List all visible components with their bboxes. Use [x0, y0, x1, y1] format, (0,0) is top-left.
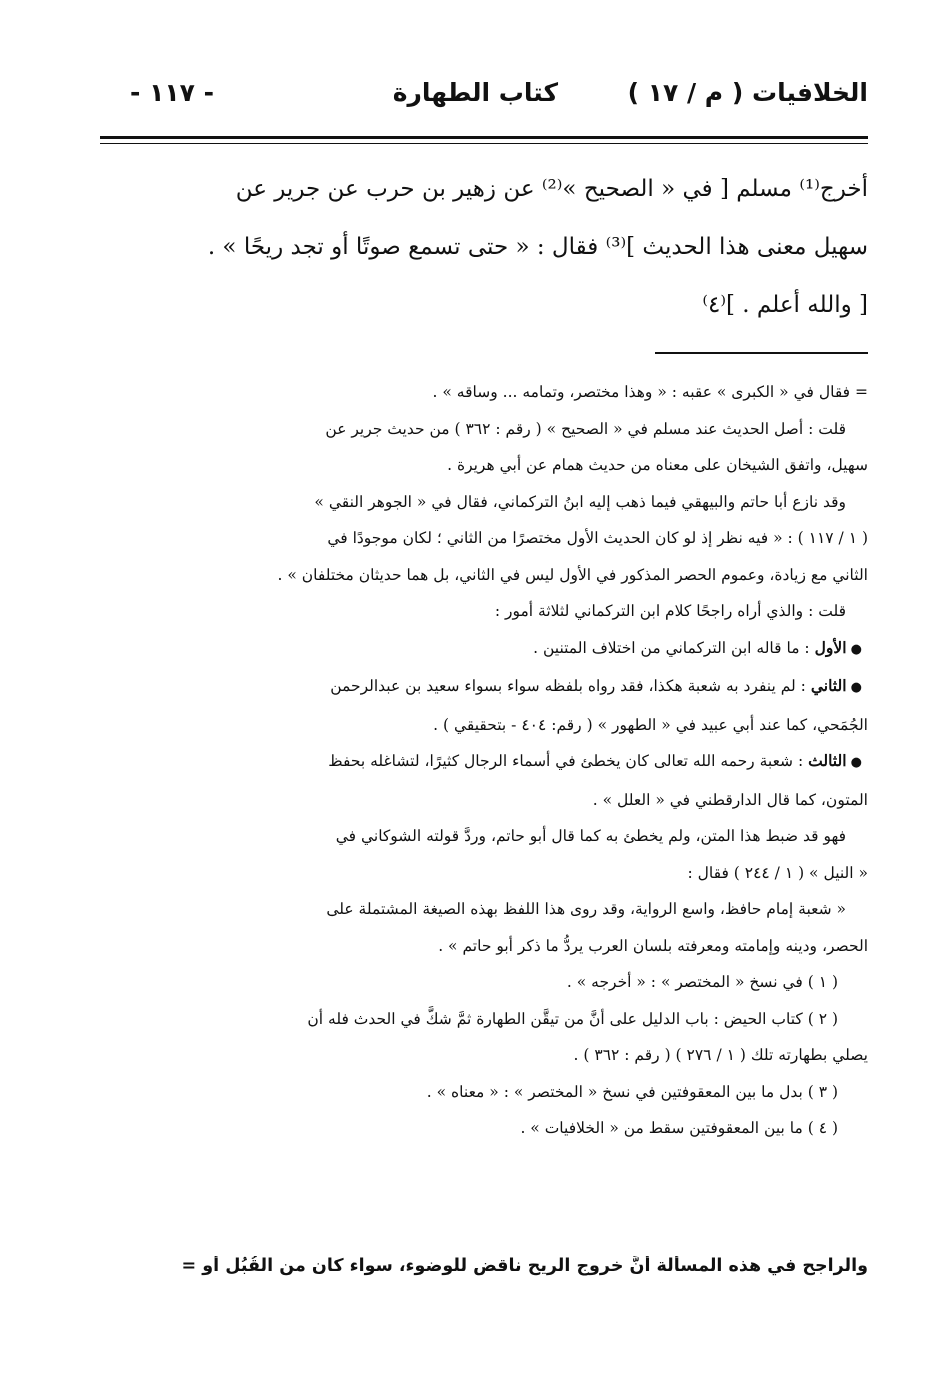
- note-line: « شعبة إمام حافظ، واسع الرواية، وقد روى هذا اللفظ بهذه الصيغة المشتملة على: [326, 900, 846, 918]
- footnote-3: ( ٣ ) بدل ما بين المعقوفتين في نسخ « المختصر » : « معناه » .: [426, 1082, 838, 1101]
- note-line: قلت : أصل الحديث عند مسلم في « الصحيح » ( رقم : ٣٦٢ ) من حديث جرير عن: [325, 419, 846, 438]
- header-rule-thin: [100, 143, 868, 144]
- footnote-4: ( ٤ ) ما بين المعقوفتين سقط من « الخلافيات » .: [520, 1119, 838, 1137]
- footnote-2-cont: يصلي بطهارته تلك ( ١ / ٢٧٦ ) ( رقم : ٣٦٢ ) .: [573, 1046, 868, 1064]
- note-line: فهو قد ضبط هذا المتن، ولم يخطئ به كما قال أبو حاتم، وردَّ قولته الشوكاني في: [335, 827, 846, 845]
- point-label: الأول: [814, 637, 847, 657]
- bullet-icon: ●: [846, 680, 862, 695]
- note-line: = فقال في « الكبرى » عقبه : « وهذا مختصر، وتمامه ... وساقه » .: [432, 383, 868, 401]
- bullet-icon: ●: [846, 755, 862, 770]
- note-line: الجُمَحي، كما عند أبي عبيد في « الطهور » ( رقم: ٤٠٤ - بتحقيقي ) .: [433, 715, 868, 734]
- closing-line: والراجح في هذه المسألة أنَّ خروج الريح ناقض للوضوء، سواء كان من القُبُل أو =: [181, 1256, 868, 1276]
- point-first: [100, 630, 868, 669]
- page-header: [100, 78, 868, 128]
- point-third: [100, 743, 868, 782]
- main-text: [100, 160, 868, 334]
- note-line: الحصر، ودينه وإمامته ومعرفته بلسان العرب يردُّ ما ذكر أبو حاتم » .: [438, 936, 868, 955]
- note-line: الثاني مع زيادة، وعموم الحصر المذكور في الأول ليس في الثاني، بل هما حديثان مختلفان » .: [277, 565, 868, 584]
- point-label: الثالث: [808, 751, 847, 770]
- main-line: [ والله أعلم . ]⁽٤⁾: [702, 292, 868, 318]
- point-label: الثاني: [810, 676, 847, 695]
- point-text: : شعبة رحمه الله تعالى كان يخطئ في أسماء الرجال كثيرًا، لتشاغله بحفظ: [328, 752, 804, 770]
- header-rule-thick: [100, 136, 868, 139]
- point-second: [100, 668, 868, 707]
- chapter-title: كتاب الطهارة: [392, 78, 558, 107]
- note-line: قلت : والذي أراه راجحًا كلام ابن التركماني لثلاثة أمور :: [494, 602, 846, 620]
- bullet-icon: ●: [846, 641, 862, 657]
- running-title: الخلافيات ( م / ١٧ ): [627, 78, 868, 107]
- main-line: سهيل معنى هذا الحديث ]⁽³⁾ فقال : « حتى تسمع صوتًا أو تجد ريحًا » .: [207, 234, 868, 260]
- footnote-separator: [655, 352, 868, 354]
- note-line: وقد نازع أبا حاتم والبيهقي فيما ذهب إليه ابنُ التركماني، فقال في « الجوهر النقي »: [314, 492, 846, 511]
- note-line: « النيل » ( ١ / ٢٤٤ ) فقال :: [687, 863, 868, 882]
- footnotes: [100, 374, 868, 1147]
- note-line: ( ١ / ١١٧ ) : « فيه نظر إذ لو كان الحديث الأول مختصرًا من الثاني ؛ لكان موجودًا في: [327, 529, 868, 547]
- note-line: سهيل، واتفق الشيخان على معناه من حديث همام عن أبي هريرة .: [447, 456, 868, 474]
- note-line: المتون، كما قال الدارقطني في « العلل » .: [592, 790, 868, 809]
- main-line: أخرج⁽¹⁾ مسلم [ في « الصحيح »⁽²⁾ عن زهير بن حرب عن جرير عن: [235, 176, 868, 202]
- point-text: : ما قاله ابن التركماني من اختلاف المتنين .: [533, 638, 810, 657]
- page-number: - ١١٧ -: [130, 78, 214, 107]
- point-text: : لم ينفرد به شعبة هكذا، فقد رواه بلفظه سواء بسواء سعيد بن عبدالرحمن: [330, 677, 806, 695]
- footnote-1: ( ١ ) في نسخ « المختصر » : « أخرجه » .: [566, 973, 838, 991]
- footnote-2: ( ٢ ) كتاب الحيض : باب الدليل على أنَّ من تيقَّن الطهارة ثمَّ شكَّ في الحدث فله أن: [307, 1009, 838, 1028]
